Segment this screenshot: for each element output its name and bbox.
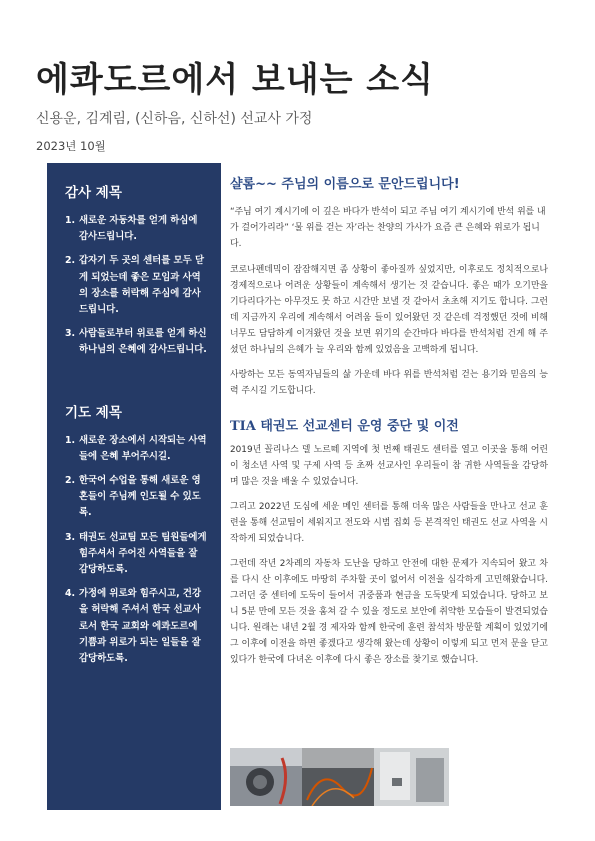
newsletter-title: 에콰도르에서 보내는 소식 xyxy=(36,60,434,100)
thanks-item-number: 1. xyxy=(65,215,76,226)
thanks-item xyxy=(65,326,209,358)
thanks-item-number: 2. xyxy=(65,255,76,267)
thanks-heading: 감사 제목 xyxy=(65,185,122,201)
photo-car-interior xyxy=(230,748,302,806)
prayer-item-number: 1. xyxy=(65,434,76,446)
section-spacer xyxy=(65,367,209,401)
photo-strip xyxy=(230,748,449,806)
center-news-paragraph: 2019년 꼴리나스 델 노르떼 지역에 첫 번째 태권도 센터를 열고 이곳을 통해 어린이 청소년 사역 및 구제 사역 등 초짜 선교사인 우리들이 참 귀한 사역들을 감당하며 많은 것을 배울 수 있었습니다. xyxy=(230,445,548,487)
prayer-item-number: 2. xyxy=(65,475,76,487)
prayer-item-number: 3. xyxy=(65,531,76,543)
prayer-item-text: 새로운 장소에서 시작되는 사역들에 은혜 부어주시길. xyxy=(79,434,207,462)
prayer-item xyxy=(65,433,209,465)
center-news-heading: TIA 태권도 선교센터 운영 중단 및 이전 xyxy=(230,419,459,434)
sidebar-panel xyxy=(47,163,221,810)
greeting-paragraph: “주님 여기 계시기에 이 깊은 바다가 반석이 되고 주님 여기 계시기에 반석 위를 내가 걸어가리라” ‘물 위를 걷는 자’라는 찬양의 가사가 요즘 큰 은혜와 위로가 됩니다. xyxy=(230,207,546,249)
photo-room xyxy=(374,748,449,806)
prayer-item xyxy=(65,473,209,522)
prayer-item-number: 4. xyxy=(65,588,76,600)
center-news-paragraph: 그리고 2022년 도심에 세운 메인 센터를 통해 더욱 많은 사람들을 만나고 선교 훈련을 통해 선교팀이 세워지고 전도와 시범 집회 등 본격적인 태권도 선교 사역을 시작하게 되었습니다. xyxy=(230,502,548,544)
photo-cables xyxy=(302,748,374,806)
prayer-list xyxy=(65,433,209,668)
thanks-item xyxy=(65,213,209,245)
prayer-item-text: 가정에 위로와 힘주시고, 건강을 허락해 주셔서 한국 선교사로서 한국 교회와 에콰도르에 기쁨과 위로가 되는 일들을 잘 감당하도록. xyxy=(79,588,202,665)
prayer-item xyxy=(65,530,209,579)
greeting-heading: 샬롬~~ 주님의 이름으로 문안드립니다! xyxy=(230,177,460,192)
thanks-list xyxy=(65,213,209,359)
greeting-paragraph: 사랑하는 모든 동역자님들의 삶 가운데 바다 위를 반석처럼 걷는 용기와 믿음의 능력 주시길 기도합니다. xyxy=(230,370,548,396)
center-news-paragraph: 그런데 작년 2차례의 자동차 도난을 당하고 안전에 대한 문제가 지속되어 왔고 차를 다시 산 이후에도 마땅히 주차할 곳이 없어서 이전을 심각하게 고민해왔습니다. 그러던 중 센터에 도둑이 들어서 귀중품과 현금을 도둑맞게 되었습니다. 당하고 보니 5분 만에 모든 것을 훔쳐 갈 수 있을 정도로 보안에 취약한 모습들이 발견되었습니다. 원래는 내년 2월 경 제자와 함께 한국에 훈련 참석차 방문할 계획이 있었기에 그 이후에 이전을 하면 좋겠다고 생각해 왔는데 상황이 이렇게 되고 먼저 문을 닫고 있다가 한국에 다녀온 이후에 다시 좋은 장소를 찾기로 했습니다. xyxy=(230,559,548,665)
prayer-item-text: 한국어 수업을 통해 새로운 영혼들이 주님께 인도될 수 있도록. xyxy=(79,475,201,519)
thanks-item-number: 3. xyxy=(65,328,76,340)
main-column xyxy=(230,163,548,677)
greeting-paragraph: 코로나펜데믹이 잠잠해지면 좀 상황이 좋아질까 싶었지만, 이후로도 정치적으로나 경제적으로나 어려운 상황들이 계속해서 생기는 것 같습니다. 좋은 때가 오기만을 기다리다가는 아무것도 못 하고 시간만 보낼 것 같아서 초초해 지기도 합니다. 그런데 지금까지 우리에 계속해서 어려움 들이 있어왔던 것 같은데 걱정했던 것에 비해 너무도 담담하게 이겨왔던 것을 보면 위기의 순간마다 바다를 반석처럼 건게 해 주셨던 하나님의 은혜가 늘 우리와 함께 있었음을 고백하게 됩니다. xyxy=(230,265,548,355)
missionary-family-names: 신용운, 김계림, (신하음, 신하선) 선교사 가정 xyxy=(36,111,313,127)
prayer-item-text: 태권도 선교팀 모든 팀원들에게 힘주셔서 주어진 사역들을 잘 감당하도록. xyxy=(79,531,207,576)
thanks-item-text: 사람들로부터 위로를 얻게 하신 하나님의 은혜에 감사드립니다. xyxy=(79,328,207,356)
thanks-item xyxy=(65,253,209,318)
prayer-heading: 기도 제목 xyxy=(65,404,122,421)
prayer-item xyxy=(65,586,209,667)
thanks-item-text: 새로운 자동차를 얻게 하심에 감사드립니다. xyxy=(79,215,198,243)
thanks-item-text: 갑자기 두 곳의 센터를 모두 닫게 되었는데 좋은 모임과 사역의 장소를 허락해 주심에 감사드립니다. xyxy=(79,255,204,316)
issue-date: 2023년 10월 xyxy=(36,139,106,153)
